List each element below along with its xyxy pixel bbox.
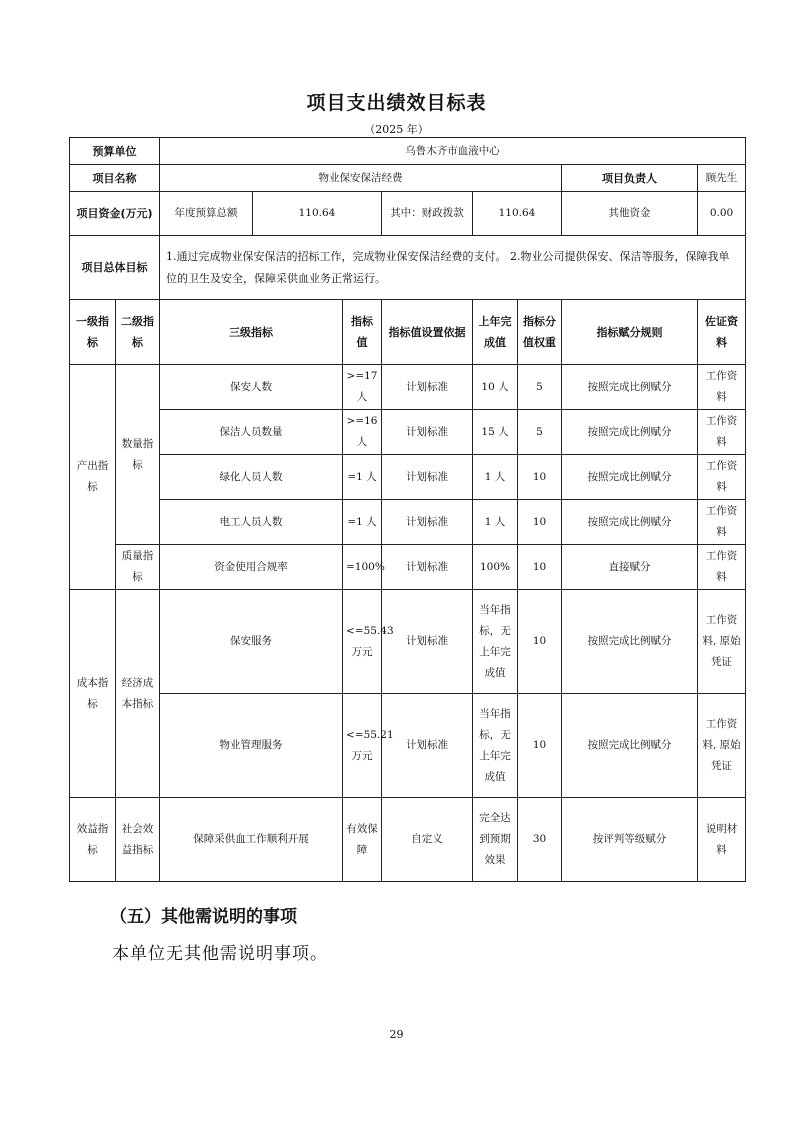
row-basis: 计划标准 (382, 590, 473, 694)
table-row (70, 500, 746, 545)
page-title: 项目支出绩效目标表 (306, 92, 487, 114)
annual-value: 110.64 (253, 192, 382, 236)
unit-label: 预算单位 (70, 138, 160, 165)
level2-quantity: 数量指标 (116, 365, 160, 545)
table-row (70, 694, 746, 798)
unit-row (70, 138, 746, 165)
row-prev: 1 人 (473, 455, 518, 500)
page-number: 29 (389, 1028, 404, 1041)
row-value: 有效保障 (343, 798, 382, 882)
level1-cost: 成本指标 (70, 590, 116, 798)
header-basis: 指标值设置依据 (382, 300, 473, 365)
row-basis: 计划标准 (382, 545, 473, 590)
row-rule: 按照完成比例赋分 (562, 694, 698, 798)
level1-output: 产出指标 (70, 365, 116, 590)
row-value: >=17人 (343, 365, 382, 410)
row-evidence: 工作资料 (698, 365, 746, 410)
unit-value: 乌鲁木齐市血液中心 (160, 138, 746, 165)
level2-quality: 质量指标 (116, 545, 160, 590)
level2-social: 社会效益指标 (116, 798, 160, 882)
row-basis: 计划标准 (382, 694, 473, 798)
row-evidence: 工作资料 (698, 455, 746, 500)
annual-label: 年度预算总额 (160, 192, 253, 236)
header-weight: 指标分值权重 (518, 300, 562, 365)
fund-row (70, 192, 746, 236)
row-prev: 当年指标，无上年完成值 (473, 590, 518, 694)
row-evidence: 工作资料 (698, 500, 746, 545)
goal-label: 项目总体目标 (70, 236, 160, 300)
table-row (70, 798, 746, 882)
row-value: >=16人 (343, 410, 382, 455)
row-rule: 按照完成比例赋分 (562, 500, 698, 545)
section-title: （五）其他需说明的事项 (110, 907, 297, 927)
header-evidence: 佐证资料 (698, 300, 746, 365)
row-prev: 100% (473, 545, 518, 590)
row-basis: 自定义 (382, 798, 473, 882)
row-value: =1 人 (343, 500, 382, 545)
goal-row (70, 236, 746, 300)
row-name: 保安人数 (160, 365, 343, 410)
table-row (70, 455, 746, 500)
project-row (70, 165, 746, 192)
fiscal-value: 110.64 (473, 192, 562, 236)
row-prev: 15 人 (473, 410, 518, 455)
row-rule: 按照完成比例赋分 (562, 455, 698, 500)
row-weight: 10 (518, 455, 562, 500)
section-text: 本单位无其他需说明事项。 (112, 944, 328, 964)
table-row (70, 545, 746, 590)
row-prev: 1 人 (473, 500, 518, 545)
row-value: <=55.21 万元 (343, 694, 382, 798)
row-weight: 10 (518, 694, 562, 798)
row-evidence: 工作资料 (698, 410, 746, 455)
row-name: 资金使用合规率 (160, 545, 343, 590)
other-value: 0.00 (698, 192, 746, 236)
row-weight: 10 (518, 545, 562, 590)
row-rule: 按照完成比例赋分 (562, 410, 698, 455)
row-rule: 按照完成比例赋分 (562, 590, 698, 694)
header-rule: 指标赋分规则 (562, 300, 698, 365)
row-weight: 5 (518, 365, 562, 410)
row-basis: 计划标准 (382, 455, 473, 500)
row-prev: 完全达到预期效果 (473, 798, 518, 882)
row-basis: 计划标准 (382, 500, 473, 545)
row-weight: 10 (518, 590, 562, 694)
leader-value: 顾先生 (698, 165, 746, 192)
header-level3: 三级指标 (160, 300, 343, 365)
row-name: 电工人员人数 (160, 500, 343, 545)
row-name: 保安服务 (160, 590, 343, 694)
row-prev: 当年指标，无上年完成值 (473, 694, 518, 798)
row-prev: 10 人 (473, 365, 518, 410)
level1-benefit: 效益指标 (70, 798, 116, 882)
project-label: 项目名称 (70, 165, 160, 192)
row-rule: 按照完成比例赋分 (562, 365, 698, 410)
project-value: 物业保安保洁经费 (160, 165, 562, 192)
row-evidence: 工作资料 (698, 545, 746, 590)
fund-label: 项目资金(万元) (70, 192, 160, 236)
leader-label: 项目负责人 (562, 165, 698, 192)
row-basis: 计划标准 (382, 365, 473, 410)
row-evidence: 工作资料, 原始凭证 (698, 590, 746, 694)
row-basis: 计划标准 (382, 410, 473, 455)
row-name: 保洁人员数量 (160, 410, 343, 455)
row-weight: 5 (518, 410, 562, 455)
header-level1: 一级指标 (70, 300, 116, 365)
table-row (70, 590, 746, 694)
header-level2: 二级指标 (116, 300, 160, 365)
row-name: 保障采供血工作顺利开展 (160, 798, 343, 882)
table-row (70, 410, 746, 455)
table-row (70, 365, 746, 410)
row-value: =1 人 (343, 455, 382, 500)
row-value: =100% (343, 545, 382, 590)
row-evidence: 说明材料 (698, 798, 746, 882)
row-name: 物业管理服务 (160, 694, 343, 798)
row-rule: 直接赋分 (562, 545, 698, 590)
header-row (70, 300, 746, 365)
fiscal-label: 其中：财政拨款 (382, 192, 473, 236)
header-prev: 上年完成值 (473, 300, 518, 365)
header-value: 指标值 (343, 300, 382, 365)
other-label: 其他资金 (562, 192, 698, 236)
row-name: 绿化人员人数 (160, 455, 343, 500)
row-value: <=55.43 万元 (343, 590, 382, 694)
row-weight: 10 (518, 500, 562, 545)
performance-table (69, 137, 746, 882)
year-label: （2025 年） (364, 123, 429, 136)
row-evidence: 工作资料, 原始凭证 (698, 694, 746, 798)
row-weight: 30 (518, 798, 562, 882)
level2-economic: 经济成本指标 (116, 590, 160, 798)
row-rule: 按评判等级赋分 (562, 798, 698, 882)
goal-value: 1.通过完成物业保安保洁的招标工作，完成物业保安保洁经费的支付。 2.物业公司提供保安、保洁等服务，保障我单位的卫生及安全，保障采供血业务正常运行。 (160, 236, 746, 300)
